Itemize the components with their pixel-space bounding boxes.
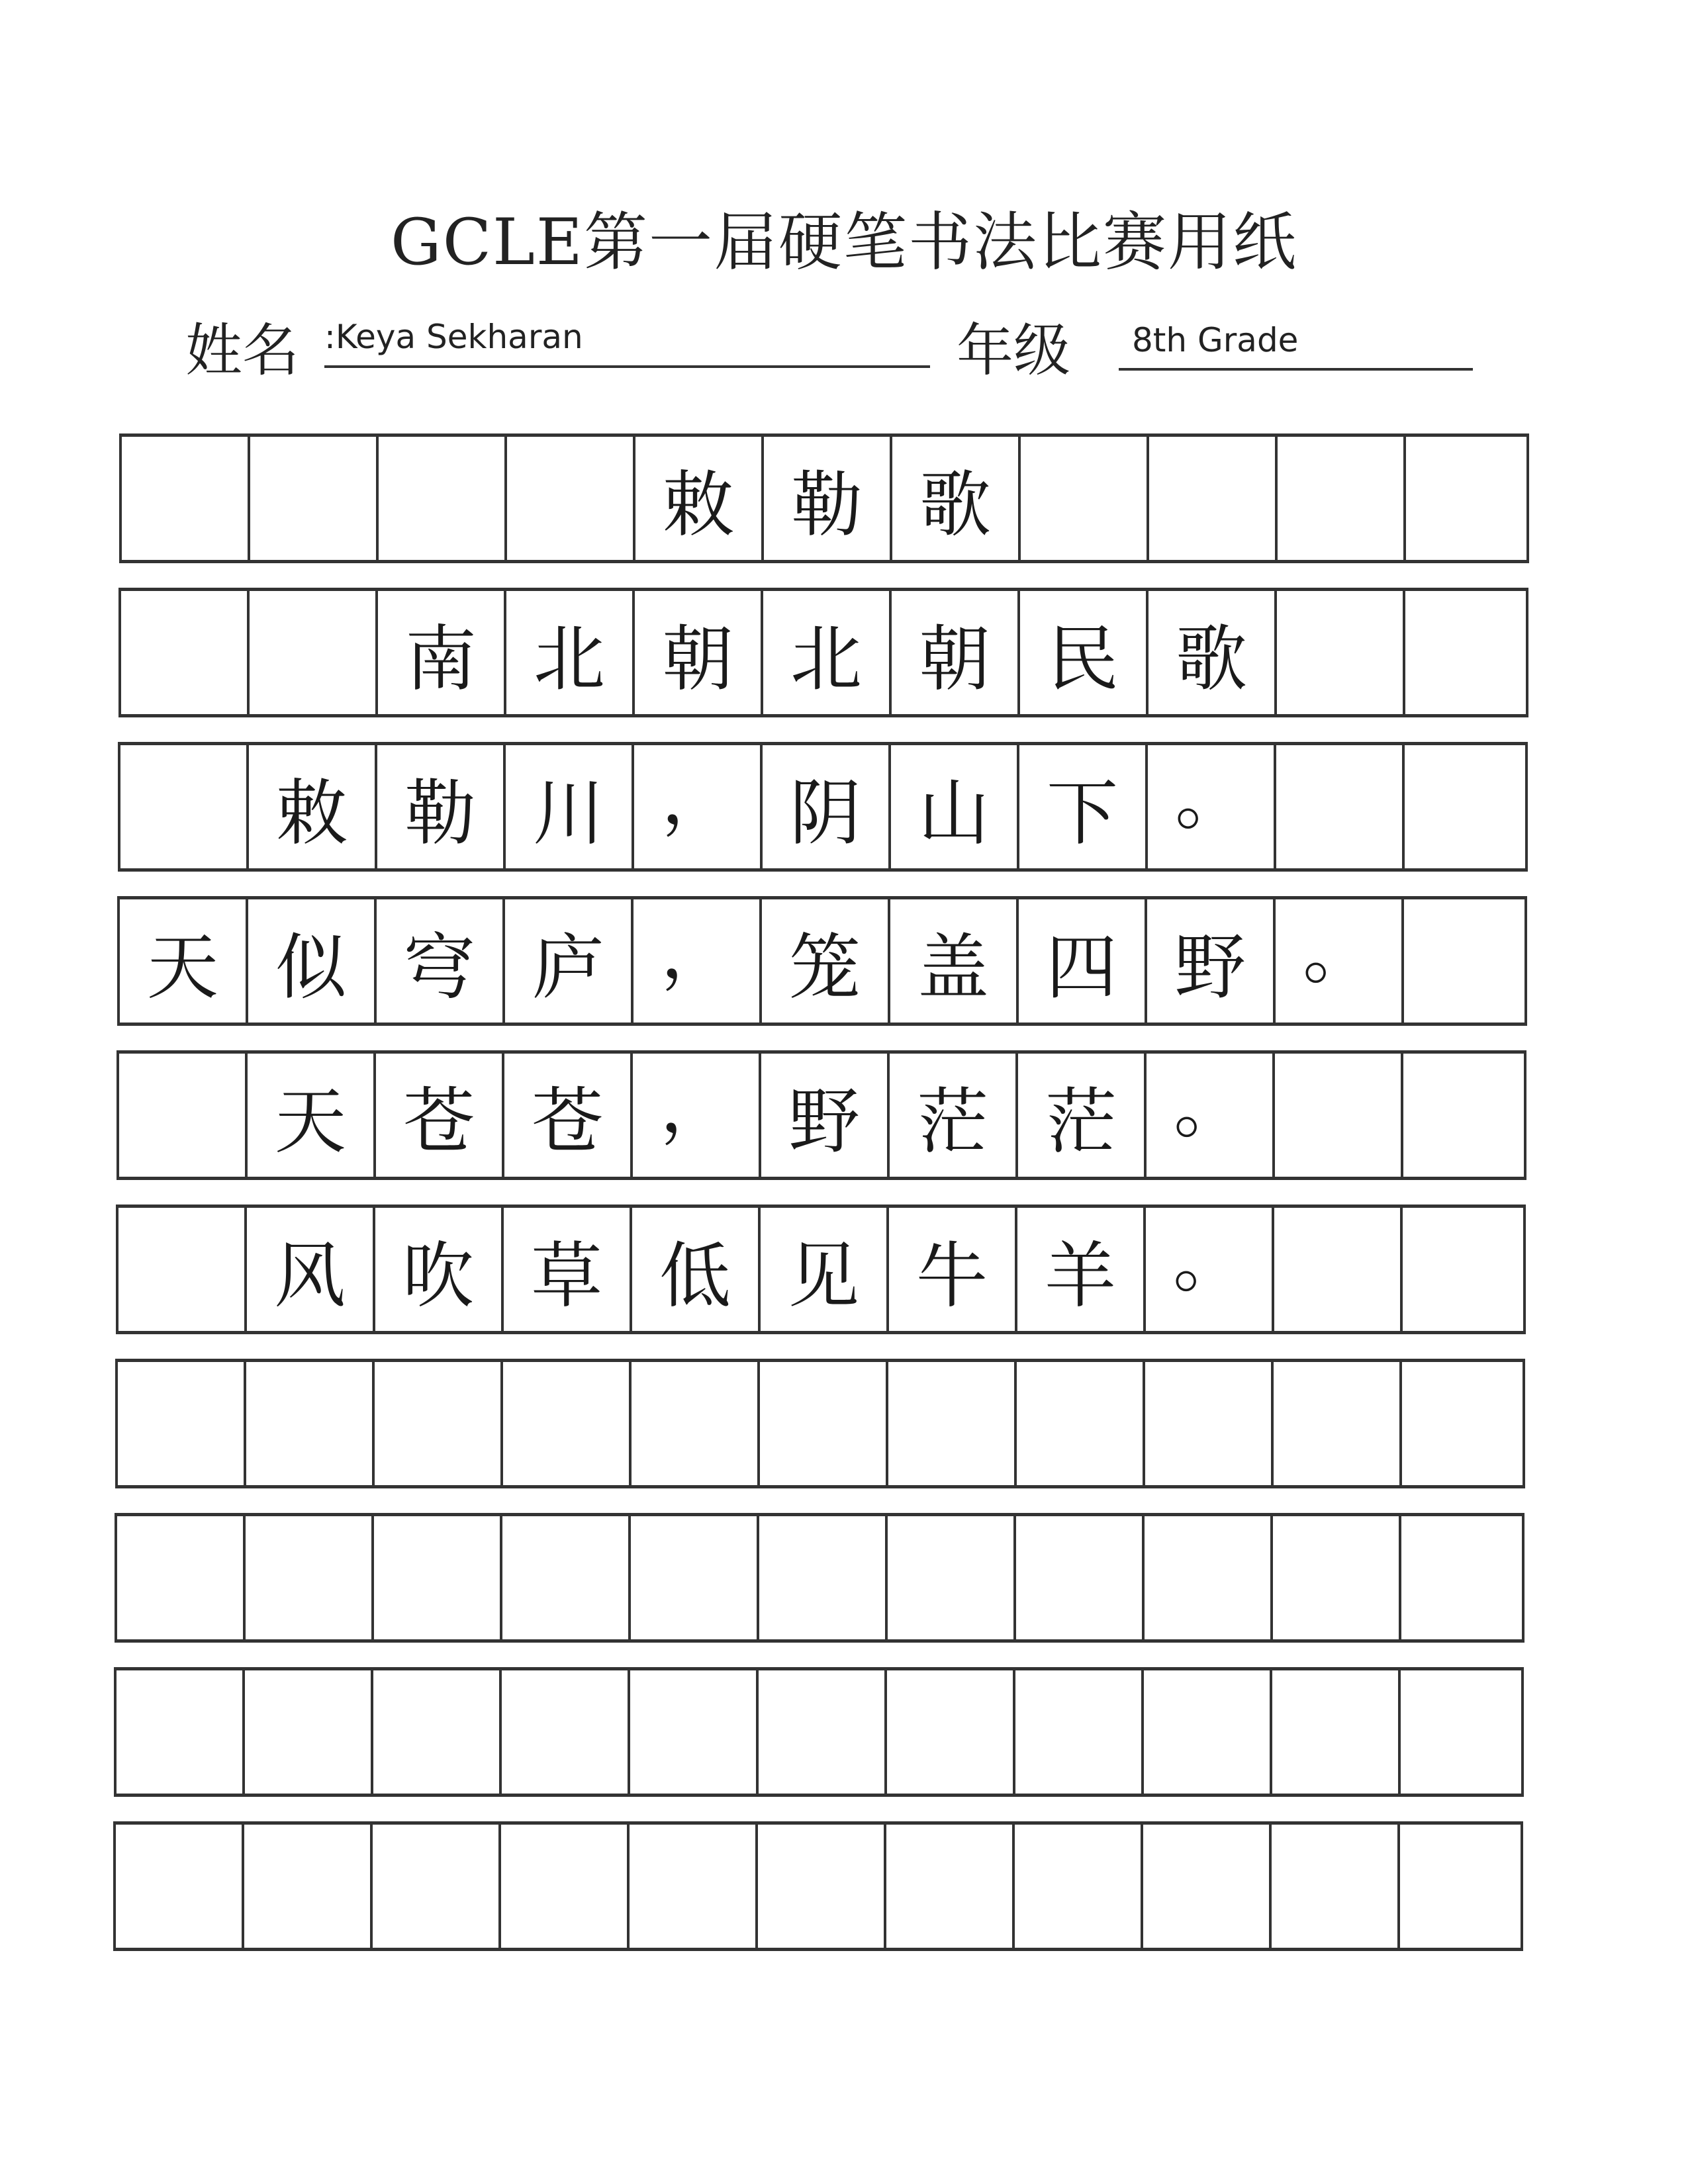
- grid-cell[interactable]: [1143, 1362, 1271, 1485]
- grid-cell[interactable]: [1272, 1208, 1400, 1331]
- grid-cell[interactable]: [115, 1362, 244, 1485]
- grid-cell[interactable]: [1269, 1825, 1397, 1948]
- grid-cell[interactable]: [757, 1362, 886, 1485]
- grid-row: [116, 1205, 1526, 1334]
- grid-cell[interactable]: 勒: [375, 745, 503, 868]
- grid-cell[interactable]: [1270, 1670, 1398, 1794]
- grid-cell[interactable]: 茫: [1015, 1054, 1144, 1177]
- grid-cell[interactable]: [376, 437, 504, 560]
- grade-label: 年级: [957, 318, 1070, 384]
- grid-row: [115, 1513, 1524, 1643]
- grid-cell[interactable]: [499, 1670, 628, 1794]
- grid-cell[interactable]: [1403, 437, 1529, 560]
- grid-cell[interactable]: 勒: [761, 437, 890, 560]
- grid-cell[interactable]: [1013, 1516, 1142, 1639]
- grid-cell[interactable]: [115, 1516, 243, 1639]
- grid-cell[interactable]: 。: [1144, 1054, 1272, 1177]
- grid-cell[interactable]: [243, 1516, 371, 1639]
- grid-cell[interactable]: ，: [632, 745, 760, 868]
- grid-cell[interactable]: 盖: [888, 899, 1016, 1023]
- grid-row: [117, 896, 1527, 1026]
- grid-cell[interactable]: 天: [245, 1054, 373, 1177]
- grid-row: [114, 1667, 1524, 1797]
- grid-cell[interactable]: 歌: [1146, 591, 1274, 714]
- grid-cell[interactable]: [885, 1516, 1013, 1639]
- name-underline: [324, 365, 930, 368]
- grid-cell[interactable]: [886, 1362, 1014, 1485]
- grid-cell[interactable]: [116, 1208, 244, 1331]
- grid-cell[interactable]: [627, 1825, 755, 1948]
- grid-cell[interactable]: ，: [630, 1054, 759, 1177]
- grid-cell[interactable]: [1403, 591, 1528, 714]
- grid-row: [113, 1821, 1523, 1951]
- grid-cell[interactable]: [1141, 1825, 1269, 1948]
- grid-cell[interactable]: 阴: [760, 745, 888, 868]
- grid-cell[interactable]: [118, 591, 247, 714]
- grid-cell[interactable]: [1401, 899, 1527, 1023]
- grid-cell[interactable]: [884, 1670, 1013, 1794]
- grid-cell[interactable]: 草: [501, 1208, 630, 1331]
- grid-cell[interactable]: [244, 1362, 372, 1485]
- grid-cell[interactable]: 羊: [1015, 1208, 1143, 1331]
- grid-cell[interactable]: [1399, 1362, 1525, 1485]
- grid-cell[interactable]: [1012, 1825, 1141, 1948]
- grid-cell[interactable]: [1272, 1054, 1401, 1177]
- grid-cell[interactable]: [118, 745, 246, 868]
- grid-cell[interactable]: [1270, 1516, 1399, 1639]
- grid-cell[interactable]: [1141, 1670, 1270, 1794]
- grid-cell[interactable]: 川: [503, 745, 632, 868]
- grid-cell[interactable]: 朝: [889, 591, 1017, 714]
- grid-cell[interactable]: [370, 1825, 498, 1948]
- grid-cell[interactable]: 茫: [887, 1054, 1015, 1177]
- grid-cell[interactable]: [628, 1670, 756, 1794]
- grid-cell[interactable]: [371, 1516, 500, 1639]
- grid-cell[interactable]: 笼: [759, 899, 888, 1023]
- grid-cell[interactable]: [1398, 1670, 1524, 1794]
- grid-cell[interactable]: [757, 1516, 885, 1639]
- grid-cell[interactable]: 四: [1016, 899, 1145, 1023]
- grid-cell[interactable]: 南: [375, 591, 504, 714]
- grid-row: [118, 588, 1528, 717]
- grid-cell[interactable]: [504, 437, 633, 560]
- grid-cell[interactable]: [242, 1825, 370, 1948]
- grid-cell[interactable]: [1018, 437, 1147, 560]
- grid-cell[interactable]: [1401, 1054, 1526, 1177]
- grid-cell[interactable]: 苍: [373, 1054, 502, 1177]
- grid-row: [117, 1050, 1526, 1180]
- name-label: 姓名: [185, 318, 299, 384]
- grid-cell[interactable]: [114, 1670, 242, 1794]
- grid-cell[interactable]: 敕: [246, 745, 375, 868]
- grid-row: [119, 433, 1529, 563]
- grid-cell[interactable]: 敕: [633, 437, 761, 560]
- grid-cell[interactable]: [500, 1516, 628, 1639]
- grid-cell[interactable]: [628, 1516, 757, 1639]
- grid-cell[interactable]: 野: [759, 1054, 887, 1177]
- grid-cell[interactable]: 民: [1017, 591, 1146, 714]
- grid-cell[interactable]: 野: [1145, 899, 1273, 1023]
- grid-cell[interactable]: 山: [888, 745, 1017, 868]
- grid-cell[interactable]: 北: [761, 591, 889, 714]
- grid-cell[interactable]: [1400, 1208, 1526, 1331]
- grid-cell[interactable]: [1274, 745, 1402, 868]
- grid-cell[interactable]: [1397, 1825, 1523, 1948]
- grid-cell[interactable]: [1274, 591, 1403, 714]
- grid-cell[interactable]: [1147, 437, 1275, 560]
- grid-cell[interactable]: [1013, 1670, 1141, 1794]
- grid-row: [118, 742, 1528, 872]
- grid-cell[interactable]: 吹: [373, 1208, 501, 1331]
- grid-cell[interactable]: [119, 437, 248, 560]
- grid-row: [115, 1359, 1525, 1488]
- grid-cell[interactable]: [1402, 745, 1528, 868]
- grid-cell[interactable]: [247, 591, 375, 714]
- grid-cell[interactable]: [629, 1362, 757, 1485]
- grid-cell[interactable]: [248, 437, 376, 560]
- grid-cell[interactable]: 似: [246, 899, 374, 1023]
- grid-cell[interactable]: [113, 1825, 242, 1948]
- grid-cell[interactable]: 庐: [502, 899, 631, 1023]
- grid-cell[interactable]: [884, 1825, 1012, 1948]
- grid-cell[interactable]: [1275, 437, 1403, 560]
- grid-cell[interactable]: 。: [1273, 899, 1401, 1023]
- grid-cell[interactable]: [756, 1670, 884, 1794]
- grid-cell[interactable]: 见: [758, 1208, 886, 1331]
- grid-cell[interactable]: 下: [1017, 745, 1145, 868]
- grid-cell[interactable]: [1399, 1516, 1524, 1639]
- grid-cell[interactable]: 。: [1145, 745, 1274, 868]
- grid-cell[interactable]: 。: [1143, 1208, 1272, 1331]
- grid-cell[interactable]: 苍: [502, 1054, 630, 1177]
- name-value[interactable]: :Keya Sekharan: [324, 318, 583, 356]
- grid-cell[interactable]: [371, 1670, 499, 1794]
- grid-cell[interactable]: 朝: [632, 591, 761, 714]
- grid-cell[interactable]: 天: [117, 899, 246, 1023]
- grid-cell[interactable]: 穹: [374, 899, 502, 1023]
- grid-cell[interactable]: ，: [631, 899, 759, 1023]
- grid-cell[interactable]: 低: [630, 1208, 758, 1331]
- grid-cell[interactable]: [372, 1362, 500, 1485]
- grid-cell[interactable]: [1142, 1516, 1270, 1639]
- grid-cell[interactable]: [500, 1362, 629, 1485]
- page-title: GCLE第一届硬笔书法比赛用纸: [391, 205, 1297, 279]
- grid-cell[interactable]: [755, 1825, 884, 1948]
- grid-cell[interactable]: 北: [504, 591, 632, 714]
- grid-cell[interactable]: [242, 1670, 371, 1794]
- grade-underline: [1119, 368, 1473, 371]
- grid-cell[interactable]: [117, 1054, 245, 1177]
- grid-cell[interactable]: 风: [244, 1208, 373, 1331]
- grid-cell[interactable]: [1014, 1362, 1143, 1485]
- grid-cell[interactable]: [1271, 1362, 1399, 1485]
- grid-cell[interactable]: [498, 1825, 627, 1948]
- grade-value[interactable]: 8th Grade: [1132, 321, 1299, 359]
- grid-cell[interactable]: 歌: [890, 437, 1018, 560]
- grid-cell[interactable]: 牛: [886, 1208, 1015, 1331]
